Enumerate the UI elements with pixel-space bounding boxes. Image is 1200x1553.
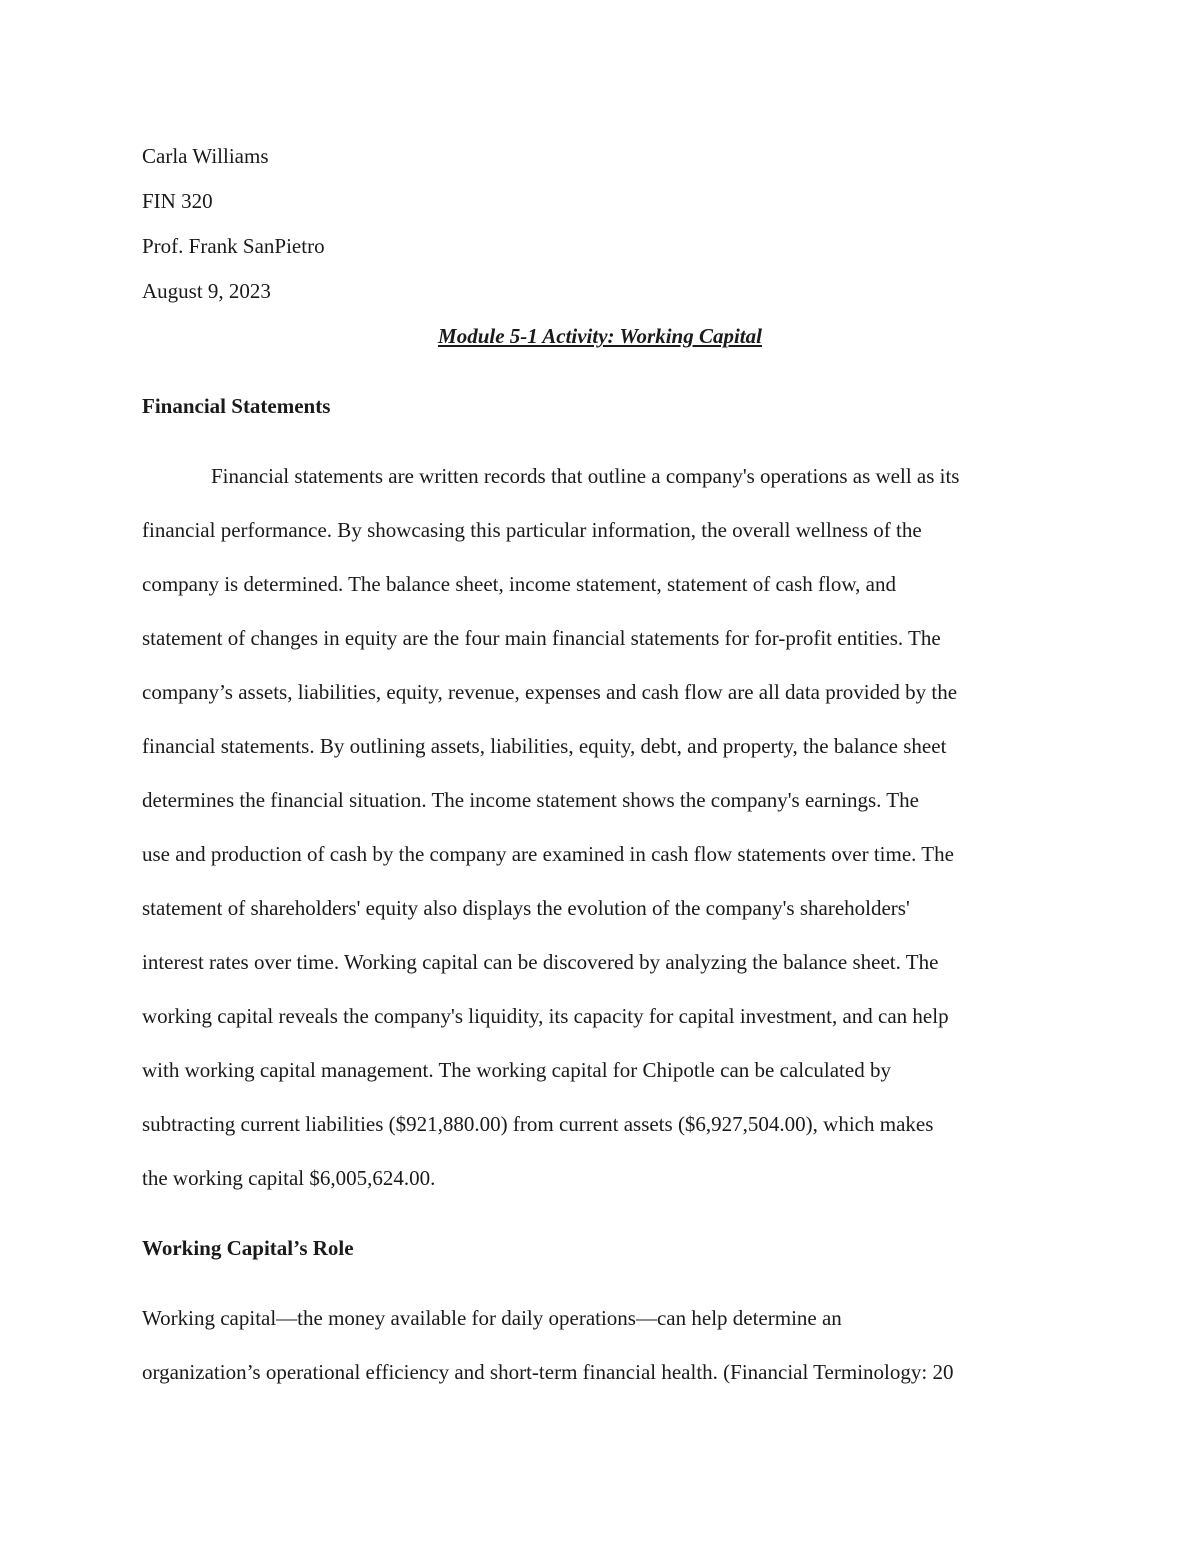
document-date: August 9, 2023	[142, 279, 271, 303]
section-heading-working-capital-role: Working Capital’s Role	[142, 1236, 354, 1260]
paragraph-line: use and production of cash by the company are examined in cash flow statements over time. The	[142, 842, 954, 866]
paragraph-line: Working capital—the money available for daily operations—can help determine an	[142, 1306, 842, 1330]
paragraph-line: determines the financial situation. The income statement shows the company's earnings. The	[142, 788, 919, 812]
section-heading-financial-statements: Financial Statements	[142, 394, 331, 418]
paragraph-line: the working capital $6,005,624.00.	[142, 1166, 436, 1190]
paragraph-line: company is determined. The balance sheet, income statement, statement of cash flow, and	[142, 572, 896, 596]
paragraph-line: with working capital management. The working capital for Chipotle can be calculated by	[142, 1058, 891, 1082]
paragraph-line: working capital reveals the company's liquidity, its capacity for capital investment, and can help	[142, 1004, 949, 1028]
paragraph-line: interest rates over time. Working capital can be discovered by analyzing the balance sheet. The	[142, 950, 939, 974]
professor-name: Prof. Frank SanPietro	[142, 234, 325, 258]
document-title: Module 5-1 Activity: Working Capital	[438, 324, 762, 348]
paragraph-line: organization’s operational efficiency and short-term financial health. (Financial Terminology: 20	[142, 1360, 954, 1384]
course-code: FIN 320	[142, 189, 213, 213]
paragraph-line: financial performance. By showcasing this particular information, the overall wellness of the	[142, 518, 922, 542]
paragraph-line: financial statements. By outlining assets, liabilities, equity, debt, and property, the balance sheet	[142, 734, 947, 758]
paragraph-line: Financial statements are written records that outline a company's operations as well as its	[211, 464, 960, 488]
paragraph-line: statement of shareholders' equity also displays the evolution of the company's shareholders'	[142, 896, 910, 920]
paragraph-line: company’s assets, liabilities, equity, revenue, expenses and cash flow are all data provided by the	[142, 680, 958, 704]
author-name: Carla Williams	[142, 144, 269, 168]
paragraph-line: statement of changes in equity are the four main financial statements for for-profit entities. The	[142, 626, 941, 650]
paragraph-line: subtracting current liabilities ($921,880.00) from current assets ($6,927,504.00), which makes	[142, 1112, 934, 1136]
